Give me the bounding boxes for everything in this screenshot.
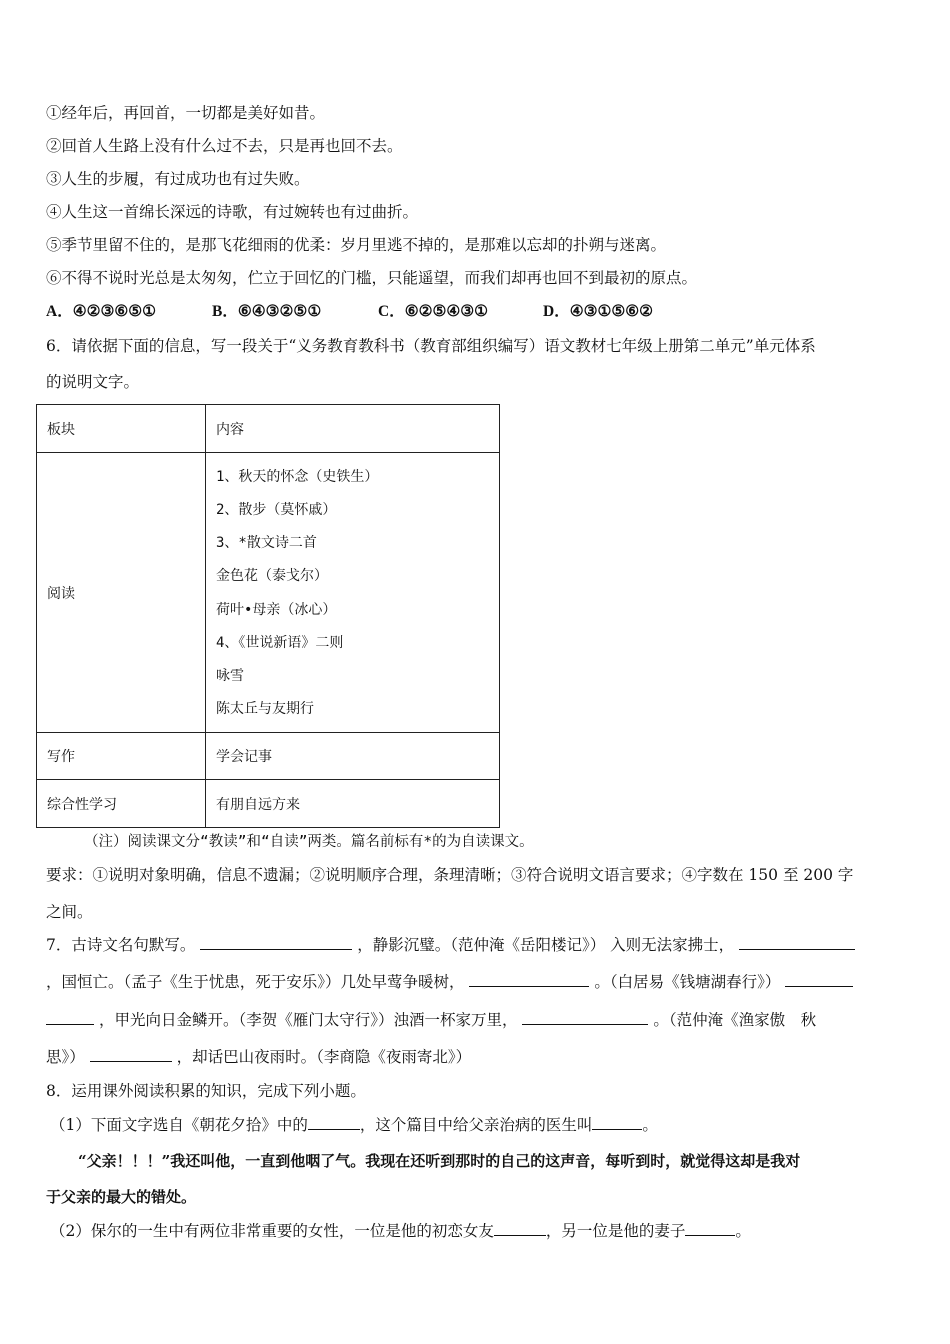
q8-sub2: [50, 1221, 751, 1241]
answer-blank[interactable]: [90, 1047, 172, 1062]
table-row-reading: [37, 453, 500, 733]
q7-line4: [46, 1047, 471, 1067]
q5-option-b: [212, 301, 321, 322]
q5-item-3: ③人生的步履，有过成功也有过失败。: [46, 170, 310, 188]
q8-sub2-text: 。: [735, 1222, 751, 1240]
option-text: ④②③⑥⑤①: [72, 301, 157, 320]
q5-item-2: ②回首人生路上没有什么过不去，只是再也回不去。: [46, 137, 403, 155]
q8-sub2-text: ，另一位是他的妻子: [545, 1222, 686, 1240]
answer-blank[interactable]: [592, 1115, 642, 1130]
answer-blank[interactable]: [469, 972, 589, 987]
q5-item-4: ④人生这一首绵长深远的诗歌，有过婉转也有过曲折。: [46, 203, 419, 221]
q6-requirement-line2: 之间。: [46, 903, 93, 921]
option-text: ⑥④③②⑤①: [237, 301, 322, 320]
q8-stem: 8．运用课外阅读积累的知识，完成下列小题。: [46, 1082, 366, 1100]
q7-text: ，却话巴山夜雨时。（李商隐《夜雨寄北》）: [176, 1048, 472, 1066]
answer-blank[interactable]: [46, 1010, 94, 1025]
reading-item: 2、散步（莫怀戚）: [216, 501, 337, 518]
q5-option-a: [46, 301, 156, 322]
reading-label: 阅读: [37, 453, 206, 733]
reading-content: [206, 453, 500, 733]
table-row-study: [37, 780, 500, 828]
header-cell-content: 内容: [206, 405, 500, 453]
reading-item: 陈太丘与友期行: [216, 701, 314, 718]
q5-option-d: [543, 301, 653, 322]
q7-line1: [46, 935, 855, 955]
study-label: 综合性学习: [37, 780, 206, 828]
q8-sub1-text: 。: [642, 1116, 658, 1134]
q6-stem-line1: 6．请依据下面的信息，写一段关于“义务教育教科书（教育部组织编写）语文教材七年级上册第二单元”单元体系: [46, 337, 816, 355]
reading-item: 3、*散文诗二首: [216, 535, 317, 552]
table-row-writing: [37, 733, 500, 780]
q8-quote-line2: 于父亲的最大的错处。: [46, 1188, 197, 1206]
q5-item-6: ⑥不得不说时光总是太匆匆，伫立于回忆的门槛，只能遥望，而我们却再也回不到最初的原点。: [46, 269, 698, 287]
reading-item: 金色花（泰戈尔）: [216, 568, 328, 585]
reading-item: 荷叶•母亲（冰心）: [216, 601, 337, 618]
q7-stem: 7．古诗文名句默写。: [46, 936, 196, 954]
option-letter: A．: [46, 303, 73, 320]
answer-blank[interactable]: [685, 1221, 735, 1236]
table-header-row: [37, 405, 500, 453]
q8-sub1-text: （1）下面文字选自《朝花夕拾》中的: [50, 1116, 308, 1134]
q7-text: 思》）: [46, 1048, 85, 1066]
option-letter: B．: [212, 303, 238, 320]
answer-blank[interactable]: [308, 1115, 360, 1130]
q6-requirement-line1: 要求：①说明对象明确，信息不遗漏；②说明顺序合理，条理清晰；③符合说明文语言要求；④字数在 150 至 200 字: [46, 866, 854, 884]
q5-option-c: [378, 301, 488, 322]
q7-text: ，甲光向日金鳞开。（李贺《雁门太守行》）浊酒一杯家万里，: [98, 1011, 518, 1029]
q8-sub1-text: ，这个篇目中给父亲治病的医生叫: [359, 1116, 593, 1134]
writing-content: 学会记事: [206, 733, 500, 780]
q7-text: 。（白居易《钱塘湖春行》）: [594, 973, 781, 991]
answer-blank[interactable]: [494, 1221, 546, 1236]
answer-blank[interactable]: [522, 1010, 648, 1025]
q8-sub2-text: （2）保尔的一生中有两位非常重要的女性，一位是他的初恋女友: [50, 1222, 494, 1240]
option-text: ⑥②⑤④③①: [404, 301, 489, 320]
reading-item: 1、秋天的怀念（史铁生）: [216, 468, 379, 485]
answer-blank[interactable]: [200, 935, 352, 950]
unit-info-table: [36, 404, 500, 828]
reading-item: 4、《世说新语》二则: [216, 634, 344, 651]
q7-line3: [46, 1010, 816, 1030]
q7-text: ，国恒亡。（孟子《生于忧患，死于安乐》）几处早莺争暖树，: [46, 973, 465, 991]
answer-blank[interactable]: [739, 935, 855, 950]
reading-item: 咏雪: [216, 667, 244, 684]
q7-line2: [46, 972, 853, 992]
option-text: ④③①⑤⑥②: [569, 301, 654, 320]
writing-label: 写作: [37, 733, 206, 780]
option-letter: C．: [378, 303, 405, 320]
header-cell-section: 板块: [37, 405, 206, 453]
q6-note: （注）阅读课文分“教读”和“自读”两类。篇名前标有*的为自读课文。: [84, 834, 534, 850]
q5-item-1: ①经年后，再回首，一切都是美好如昔。: [46, 104, 326, 122]
q5-item-5: ⑤季节里留不住的，是那飞花细雨的优柔：岁月里逃不掉的，是那难以忘却的扑朔与迷离。: [46, 236, 667, 254]
q7-text: ，静影沉璧。（范仲淹《岳阳楼记》） 入则无法家拂士，: [357, 936, 735, 954]
q6-stem-line2: 的说明文字。: [46, 373, 140, 391]
q8-sub1: [50, 1115, 658, 1135]
q8-quote-line1: “父亲！！！”我还叫他，一直到他咽了气。我现在还听到那时的自己的这声音，每听到时，就觉得这却是我对: [78, 1152, 801, 1170]
q7-text: 。（范仲淹《渔家傲 秋: [653, 1011, 817, 1029]
answer-blank[interactable]: [785, 972, 853, 987]
option-letter: D．: [543, 303, 570, 320]
study-content: 有朋自远方来: [206, 780, 500, 828]
